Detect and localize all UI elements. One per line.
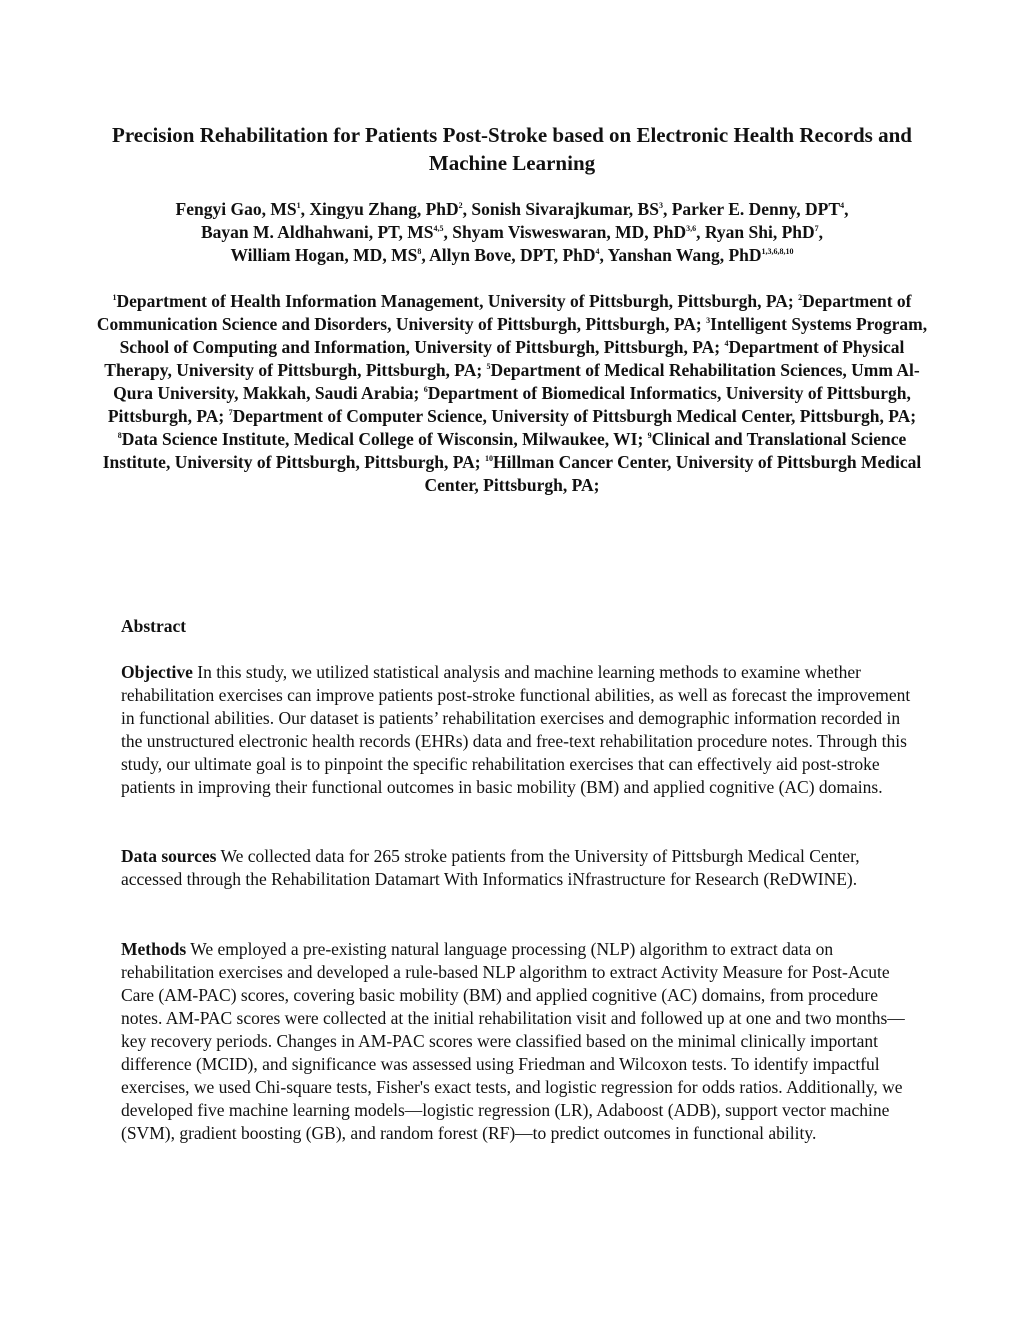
abstract-heading: Abstract (121, 616, 187, 636)
section-label: Objective (121, 662, 193, 682)
abstract-methods (121, 938, 911, 1145)
author: Yanshan Wang, PhD$^{1,3,6,8,10}$ (607, 245, 794, 265)
author: Fengyi Gao, $MS^1$ (175, 199, 301, 219)
author: William Hogan, MD, $MS^8$ (230, 245, 422, 265)
author: Sonish Sivarajkumar, $BS^3$ (471, 199, 663, 219)
affiliation: $^2$Department of Communication Science and Disorders, University of Pittsburgh, Pittsburgh, PA; (96, 291, 912, 334)
paper-title: Precision Rehabilitation for Patients Post-Stroke based on Electronic Health Records and Machine Learning (112, 123, 912, 175)
author: Xingyu Zhang, PhD$^2$ (309, 199, 463, 219)
section-label: Data sources (121, 846, 217, 866)
section-text: In this study, we utilized statistical analysis and machine learning methods to examine whether rehabilitation exercises can improve patients post-stroke functional abilities, as well as forecast the improvement in functional abilities. Our dataset is patients’ rehabilitation exercises and demographic information recorded in the unstructured electronic health records (EHRs) data and free-text rehabilitation procedure notes. Through this study, our ultimate goal is to pinpoint the specific rehabilitation exercises that can effectively aid post-stroke patients in improving their functional outcomes in basic mobility (BM) and applied cognitive (AC) domains. (121, 662, 911, 797)
section-text: We employed a pre-existing natural language processing (NLP) algorithm to extract data on rehabilitation exercises and developed a rule-based NLP algorithm to extract Activity Measure for Post-Acute Care (AM-PAC) scores, covering basic mobility (BM) and applied cognitive (AC) domains, from procedure notes. AM-PAC scores were collected at the initial rehabilitation visit and followed up at one and two months—key recovery periods. Changes in AM-PAC scores were classified based on the minimal clinically important difference (MCID), and significance was assessed using Friedman and Wilcoxon tests. To identify impactful exercises, we used Chi-square tests, Fisher's exact tests, and logistic regression for odds ratios. Additionally, we developed five machine learning models—logistic regression (LR), Adaboost (ADB), support vector machine (SVM), gradient boosting (GB), and random forest (RF)—to predict outcomes in functional ability. (121, 939, 905, 1143)
affiliation: $^4$Department of Physical Therapy, University of Pittsburgh, Pittsburgh, PA; (104, 337, 905, 380)
affiliation: $^5$Department of Medical Rehabilitation Sciences, Umm Al-Qura University, Makkah, Saudi Arabia; (113, 360, 920, 403)
author: Ryan Shi, PhD$^7$ (704, 222, 819, 242)
affiliation: $^1$Department of Health Information Management, University of Pittsburgh, Pittsburgh, PA; (112, 291, 794, 311)
affiliation: $^8$Data Science Institute, Medical College of Wisconsin, Milwaukee, WI; (117, 429, 644, 449)
author: Shyam Visweswaran, MD, PhD$^{3,6}$ (452, 222, 697, 242)
section-label: Methods (121, 939, 187, 959)
affiliation: $^7$Department of Computer Science, University of Pittsburgh Medical Center, Pittsburgh, PA; (228, 406, 917, 426)
affiliation: $^6$Department of Biomedical Informatics, University of Pittsburgh, Pittsburgh, PA; (107, 383, 911, 426)
section-text: We collected data for 265 stroke patients from the University of Pittsburgh Medical Center, accessed through the Rehabilitation Datamart With Informatics iNfrastructure for Research (ReDWINE). (121, 846, 860, 889)
author: Bayan M. Aldhahwani, PT, MS$^{4,5}$ (200, 222, 444, 242)
affiliation-list (95, 290, 929, 497)
affiliation: $^9$Clinical and Translational Science Institute, University of Pittsburgh, Pittsburgh, PA; (102, 429, 907, 472)
author: Allyn Bove, DPT, PhD$^4$ (429, 245, 600, 265)
abstract-data-sources (121, 845, 911, 891)
author-list: Fengyi Gao, $MS^1$, Xingyu Zhang, PhD$^2$, Sonish Sivarajkumar, $BS^3$, Parker E. Denny, DPT$^4$, Bayan M. Aldhahwani, PT, MS$^{4,5}$, Shyam Visweswaran, MD, PhD$^{3,6}$, Ryan Shi, PhD$^7$, William Hogan, MD, $MS^8$, Allyn Bove, DPT, PhD$^4$, Yanshan Wang, PhD$^{1,3,6,8,10}$ (175, 199, 849, 265)
abstract-objective (121, 661, 911, 799)
affiliation: $^{10}$Hillman Cancer Center, University of Pittsburgh Medical Center, Pittsburgh, PA; (424, 452, 922, 495)
author: Parker E. Denny, DPT$^4$ (671, 199, 845, 219)
affiliation: $^3$Intelligent Systems Program, School of Computing and Information, University of Pittsburgh, Pittsburgh, PA; (119, 314, 928, 357)
